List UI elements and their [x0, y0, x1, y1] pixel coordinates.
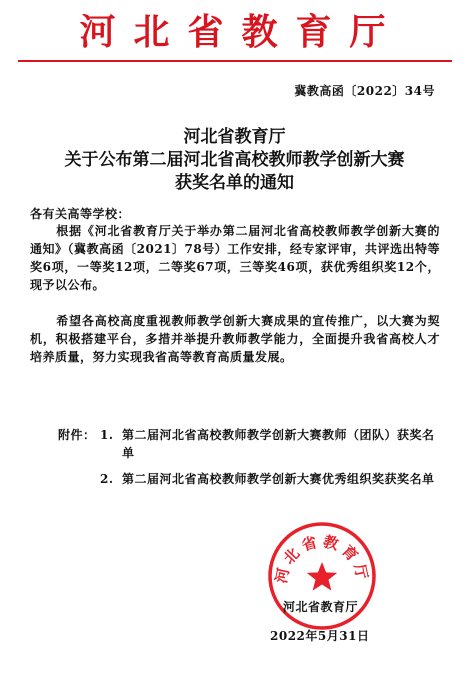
attachment-number: 2. [100, 472, 114, 486]
attachment-text: 第二届河北省高校教师教学创新大赛教师（团队）获奖名单 [122, 428, 435, 460]
attachment-number: 1. [100, 428, 114, 442]
title-line-3: 获奖名单的通知 [175, 173, 294, 193]
red-rule [18, 60, 452, 62]
attachment-item-1 [100, 426, 445, 462]
document-number: 冀教高函〔2022〕34号 [294, 84, 435, 98]
attachment-item-2 [100, 470, 445, 488]
seal-text: 河北省教育厅 [272, 532, 372, 585]
seal-star-icon [307, 562, 337, 591]
signature-organization: 河北省教育厅 [283, 600, 359, 614]
title-line-2: 关于公布第二届河北省高校教师教学创新大赛 [64, 150, 405, 170]
signature-date: 2022年5月31日 [270, 629, 370, 643]
salutation: 各有关高等学校： [30, 207, 131, 221]
letterhead: 河北省教育厅 [79, 11, 404, 53]
attachments-label: 附件： [58, 428, 96, 442]
paragraph-1 [30, 222, 440, 294]
paragraph-1-text: 根据《河北省教育厅关于举办第二届河北省高校教师教学创新大赛的通知》（冀教高函〔2021〕78号）工作安排，经专家评审，共评选出特等奖6项，一等奖12项，二等奖67项，三等奖46项，获优秀组织奖12个，现予以公布。 [30, 224, 440, 292]
paragraph-2-text: 希望各高校高度重视教师教学创新大赛成果的宣传推广，以大赛为契机，积极搭建平台，多措并举提升教师教学能力，全面提升我省高校人才培养质量，努力实现我省高等教育高质量发展。 [30, 314, 440, 364]
title-line-1: 河北省教育厅 [183, 127, 286, 147]
attachment-text: 第二届河北省高校教师教学创新大赛优秀组织奖获奖名单 [122, 472, 435, 486]
paragraph-2 [30, 312, 440, 366]
